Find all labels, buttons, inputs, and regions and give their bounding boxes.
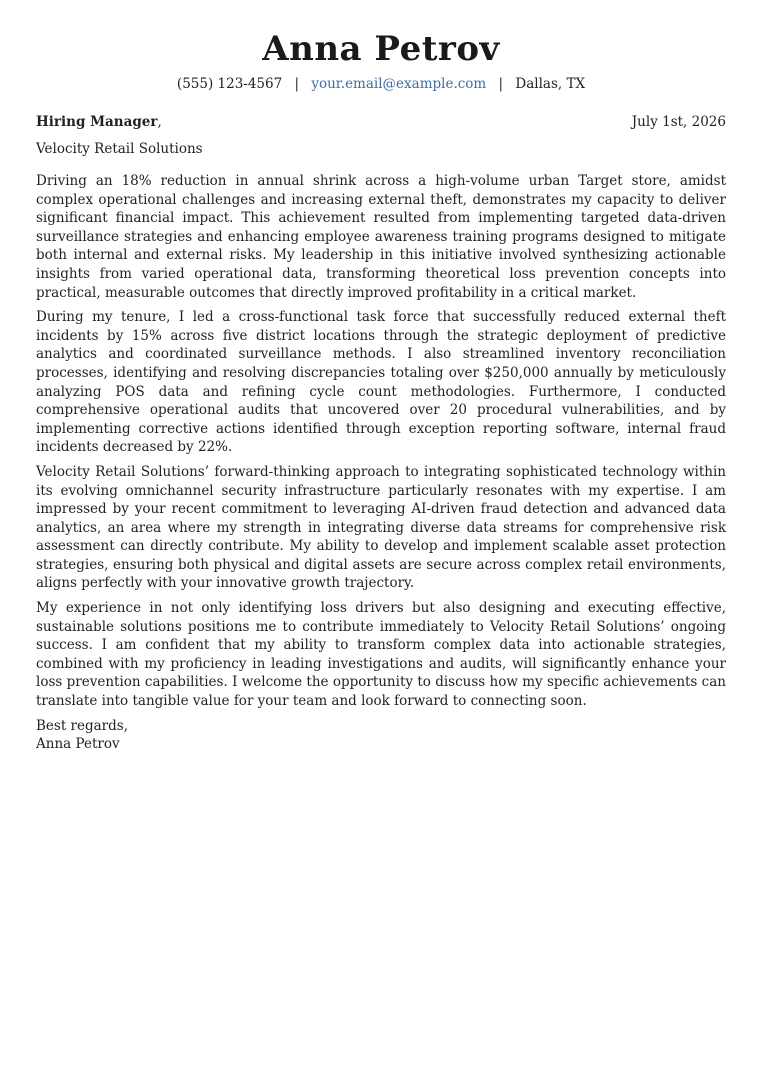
body-paragraph: Driving an 18% reduction in annual shrink across a high-volume urban Target store, amidst complex operational challenges and increasing external theft, demonstrates my capacity to deliver significant financial impact. This achievement resulted from implementing targeted data-driven surveillance strategies and enhancing employee awareness training programs designed to mitigate both internal and external risks. My leadership in this initiative involved synthesizing actionable insights from varied operational data, transforming theoretical loss prevention concepts into practical, measurable outcomes that directly improved profitability in a critical market. — [36, 173, 726, 301]
phone-number: (555) 123-4567 — [176, 76, 283, 92]
recipient-company: Velocity Retail Solutions — [36, 141, 203, 157]
recipient-title: Hiring Manager — [36, 114, 158, 130]
contact-line — [36, 74, 726, 94]
body-paragraph: During my tenure, I led a cross-functional task force that successfully reduced external theft incidents by 15% across five district locations through the strategic deployment of predictive analytics and coordinated surveillance methods. I also streamlined inventory reconciliation processes, identifying and resolving discrepancies totaling over $250,000 annually by meticulously analyzing POS data and refining cycle count methodologies. Furthermore, I conducted comprehensive operational audits that uncovered over 20 procedural vulnerabilities, and by implementing corrective actions identified through exception reporting software, internal fraud incidents decreased by 22%. — [36, 309, 726, 456]
body-paragraph: Velocity Retail Solutions’ forward-thinking approach to integrating sophisticated technology within its evolving omnichannel security infrastructure particularly resonates with my expertise. I am impressed by your recent commitment to leveraging AI-driven fraud detection and advanced data analytics, an area where my strength in integrating diverse data streams for comprehensive risk assessment can directly contribute. My ability to develop and implement scalable asset protection strategies, ensuring both physical and digital assets are secure across complex retail environments, aligns perfectly with your innovative growth trajectory. — [36, 463, 726, 592]
closing-salutation: Best regards, — [36, 717, 129, 734]
recipient-line — [36, 113, 162, 131]
body-paragraph: My experience in not only identifying loss drivers but also designing and executing effective, sustainable solutions positions me to contribute immediately to Velocity Retail Solutions’ ongoing success. I am confident that my ability to transform complex data into actionable strategies, combined with my proficiency in leading investigations and audits, will significantly enhance your loss prevention capabilities. I welcome the opportunity to discuss how my specific achievements can translate into tangible value for your team and look forward to connecting soon. — [36, 600, 726, 710]
applicant-name: Anna Petrov — [262, 29, 500, 69]
closing-signature: Anna Petrov — [36, 736, 120, 753]
separator: | — [498, 76, 504, 92]
recipient-title-suffix: , — [157, 114, 162, 130]
letter-closing — [36, 717, 726, 754]
letter-body — [36, 172, 726, 711]
letter-date: July 1st, 2026 — [631, 114, 726, 130]
email-link[interactable]: your.email@example.com — [311, 76, 487, 92]
separator: | — [294, 76, 300, 92]
location: Dallas, TX — [515, 76, 586, 92]
recipient-date-row — [36, 113, 726, 131]
cover-letter — [36, 26, 726, 754]
